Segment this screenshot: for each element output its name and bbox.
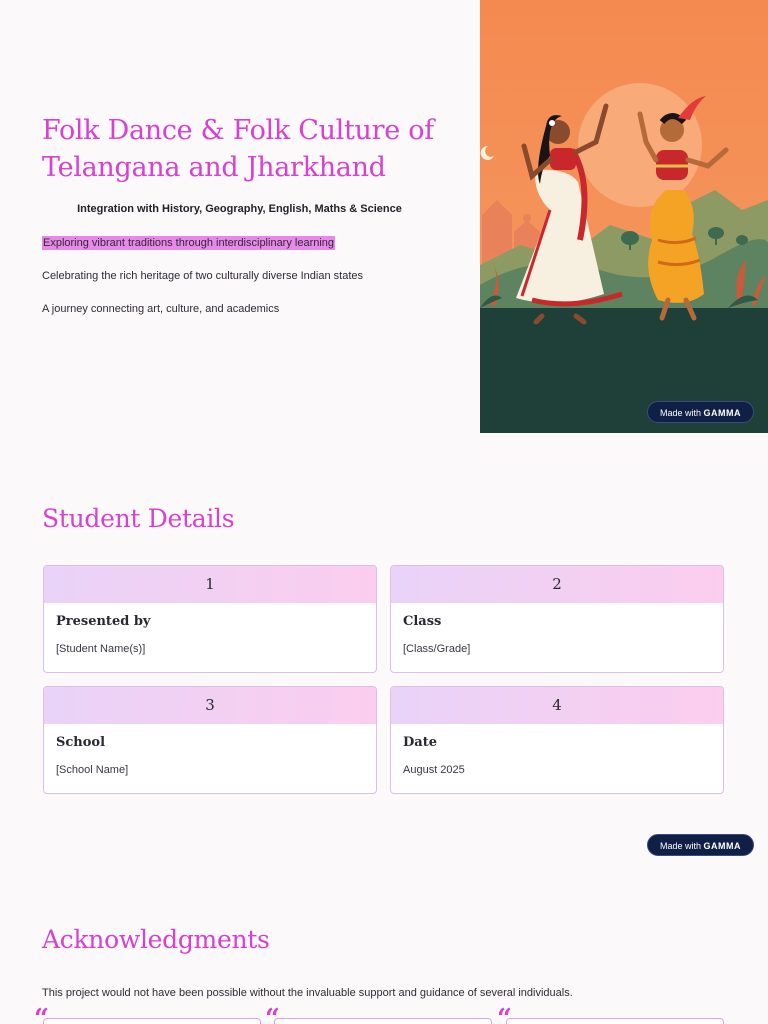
detail-card-date xyxy=(390,686,724,794)
page-title-line-1: Folk Dance & Folk Culture of xyxy=(42,115,434,146)
detail-card-school xyxy=(43,686,377,794)
quote-icon: “ xyxy=(34,1004,49,1024)
acknowledgments-text: This project would not have been possible without the invaluable support and guidance of several individuals. xyxy=(42,987,573,999)
badge-prefix: Made with xyxy=(660,408,702,418)
gamma-logo: GAMMA xyxy=(703,841,742,851)
quote-card-1 xyxy=(43,1018,261,1024)
quote-icon: “ xyxy=(265,1004,280,1024)
card-number: 3 xyxy=(44,687,376,724)
card-number: 1 xyxy=(44,566,376,603)
card-label: Date xyxy=(403,735,437,750)
student-details-title: Student Details xyxy=(42,504,235,533)
card-number: 4 xyxy=(391,687,723,724)
hero-highlight-text: Exploring vibrant traditions through interdisciplinary learning xyxy=(43,237,335,249)
detail-card-class xyxy=(390,565,724,673)
folk-dancers-illustration xyxy=(480,0,768,433)
card-number: 2 xyxy=(391,566,723,603)
card-label: School xyxy=(56,735,106,750)
hero-line-journey: A journey connecting art, culture, and academics xyxy=(42,303,280,315)
page-title xyxy=(42,112,462,186)
gamma-logo: GAMMA xyxy=(703,408,742,418)
badge-prefix: Made with xyxy=(660,841,702,851)
card-label: Class xyxy=(403,614,442,629)
card-value: [Student Name(s)] xyxy=(56,643,146,655)
hero-line-heritage: Celebrating the rich heritage of two culturally diverse Indian states xyxy=(42,270,364,282)
acknowledgments-title: Acknowledgments xyxy=(42,925,270,954)
quote-card-2 xyxy=(274,1018,492,1024)
made-with-gamma-badge[interactable] xyxy=(647,401,754,423)
hero-section xyxy=(0,0,768,433)
made-with-gamma-badge-2[interactable] xyxy=(647,834,754,856)
hero-subtitle: Integration with History, Geography, English, Maths & Science xyxy=(77,203,402,215)
quote-icon: “ xyxy=(497,1004,512,1024)
quote-card-3 xyxy=(506,1018,724,1024)
page-title-line-2: Telangana and Jharkhand xyxy=(42,152,386,183)
card-value: [School Name] xyxy=(56,764,129,776)
card-value: August 2025 xyxy=(403,764,465,776)
card-value: [Class/Grade] xyxy=(403,643,471,655)
card-label: Presented by xyxy=(56,614,151,629)
detail-card-presented-by xyxy=(43,565,377,673)
